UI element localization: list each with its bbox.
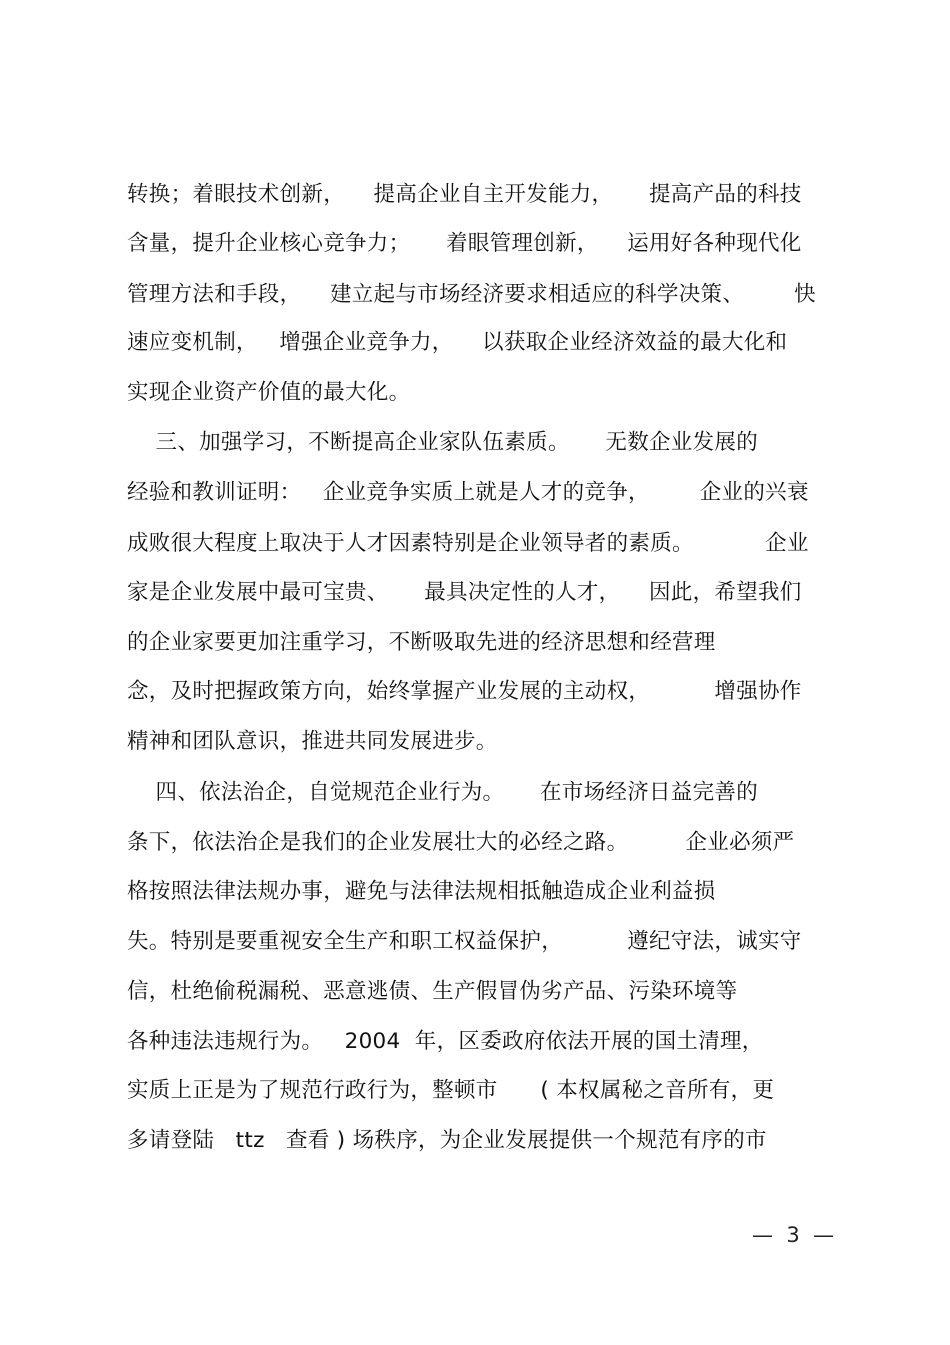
text-line: 经验和教训证明： 企业竞争实质上就是人才的竞争， 企业的兴衰 (127, 480, 809, 505)
page-number: — 3 — (752, 1223, 835, 1247)
text-line: 精神和团队意识，推进共同发展进步。 (127, 729, 498, 754)
text-line: 成败很大程度上取决于人才因素特别是企业领导者的素质。 企业 (127, 531, 809, 556)
text-line: 家是企业发展中最可宝贵、 最具决定性的人才， 因此，希望我们 (127, 580, 802, 605)
text-line: 格按照法律法规办事，避免与法律法规相抵触造成企业利益损 (127, 879, 716, 904)
text-line: 含量，提升企业核心竞争力； 着眼管理创新， 运用好各种现代化 (127, 231, 802, 256)
text-line: 条下，依法治企是我们的企业发展壮大的必经之路。 企业必须严 (127, 830, 795, 855)
text-line: 转换；着眼技术创新， 提高企业自主开发能力， 提高产品的科技 (127, 182, 802, 207)
text-line: 速应变机制， 增强企业竞争力， 以获取企业经济效益的最大化和 (127, 330, 788, 355)
text-line: 管理方法和手段， 建立起与市场经济要求相适应的科学决策、 快 (127, 282, 816, 307)
text-line: 多请登陆 ttz 查看 ) 场秩序，为企业发展提供一个规范有序的市 (127, 1128, 767, 1153)
text-line: 念，及时把握政策方向，始终掌握产业发展的主动权， 增强协作 (127, 679, 802, 704)
text-line: 失。特别是要重视安全生产和职工权益保护， 遵纪守法，诚实守 (127, 929, 802, 954)
text-line: 三、加强学习，不断提高企业家队伍素质。 无数企业发展的 (127, 430, 759, 455)
text-line: 各种违法违规行为。 2004 年，区委政府依法开展的国土清理， (127, 1029, 764, 1054)
text-line: 的企业家要更加注重学习，不断吸取先进的经济思想和经营理 (127, 630, 716, 655)
text-line: 实现企业资产价值的最大化。 (127, 380, 411, 405)
text-line: 四、依法治企，自觉规范企业行为。 在市场经济日益完善的 (127, 780, 759, 805)
text-line: 实质上正是为了规范行政行为，整顿市 ( 本权属秘之音所有，更 (127, 1078, 775, 1103)
text-line: 信，杜绝偷税漏税、恶意逃债、生产假冒伪劣产品、污染环境等 (127, 979, 738, 1004)
